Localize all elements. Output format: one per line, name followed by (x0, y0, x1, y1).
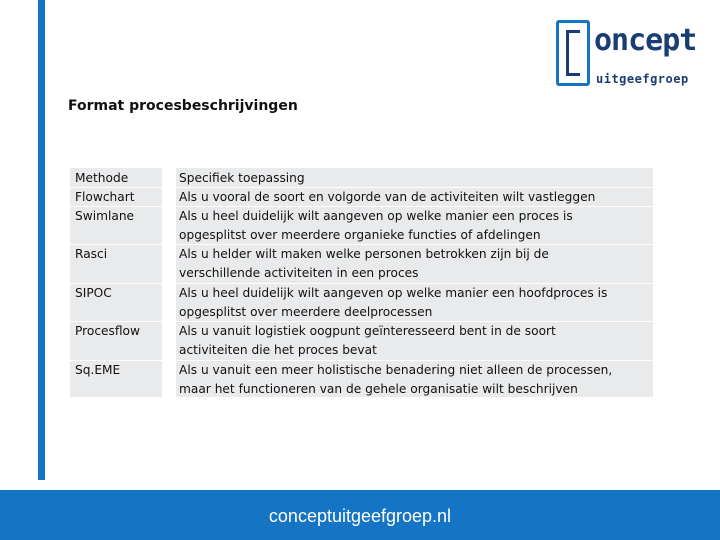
table-row-application: Als u heel duidelijk wilt aangeven op welke manier een proces is (179, 209, 573, 223)
table-row-application: Als u vanuit logistiek oogpunt geïnteresseerd bent in de soort (179, 324, 556, 338)
logo-c-mark (556, 20, 590, 86)
table-row-application: maar het functioneren van de gehele organisatie wilt beschrijven (179, 382, 578, 396)
header-method: Methode (75, 171, 129, 185)
table-row-application: Als u heel duidelijk wilt aangeven op welke manier een hoofdproces is (179, 286, 608, 300)
footer-url[interactable]: conceptuitgeefgroep.nl (268, 506, 452, 526)
table-row-application: verschillende activiteiten in een proces (179, 266, 419, 280)
page-title: Format procesbeschrijvingen (68, 98, 298, 114)
table-row-application: activiteiten die het proces bevat (179, 343, 377, 357)
logo-subtitle: uitgeefgroep (596, 72, 689, 86)
table-row-method: Procesflow (75, 324, 140, 338)
table-row-method: Swimlane (75, 209, 135, 223)
footer-bar (0, 490, 720, 540)
table-row-application: Als u vanuit een meer holistische benadering niet alleen de processen, (179, 363, 613, 377)
left-accent-bar (38, 0, 45, 480)
table-row-application: Als u helder wilt maken welke personen betrokken zijn bij de (179, 247, 549, 261)
table-row-method: Rasci (75, 247, 108, 261)
table-row-method: Flowchart (75, 190, 135, 204)
table-row-application: opgesplitst over meerdere organieke functies of afdelingen (179, 228, 541, 242)
table-row-application: opgesplitst over meerdere deelprocessen (179, 305, 433, 319)
concept-logo (556, 20, 696, 92)
header-application: Specifiek toepassing (179, 171, 305, 185)
table-row-application: Als u vooral de soort en volgorde van de activiteiten wilt vastleggen (179, 190, 596, 204)
logo-wordmark: oncept (594, 23, 697, 58)
table-row-method: SIPOC (75, 286, 112, 300)
table-row-method: Sq.EME (75, 363, 121, 377)
